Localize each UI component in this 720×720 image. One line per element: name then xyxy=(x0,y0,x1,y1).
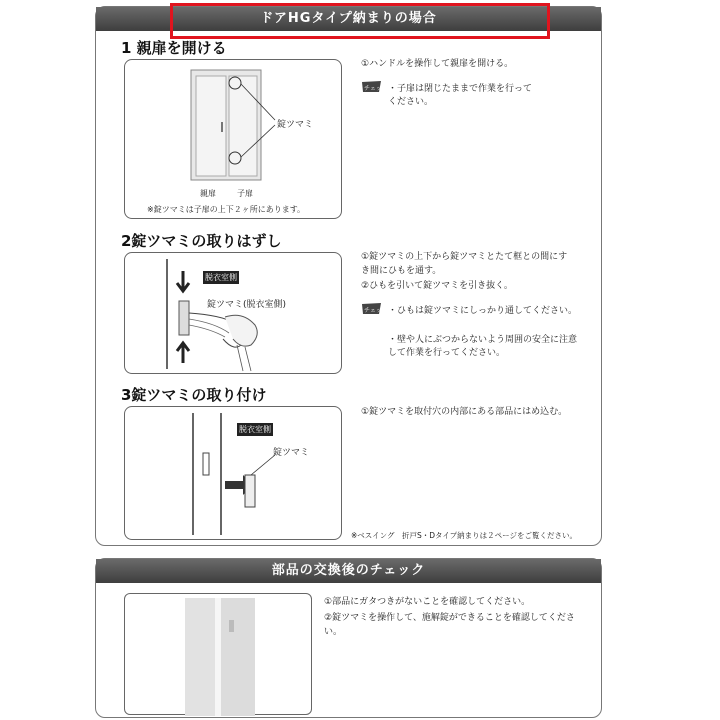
section1-step1: ①ハンドルを操作して親扉を開ける。 xyxy=(361,59,514,69)
section2-step2: ②ひもを引いて錠ツマミを引き抜く。 xyxy=(361,281,513,291)
check-icon xyxy=(361,301,391,315)
knob-label: 錠ツマミ xyxy=(277,120,314,130)
section1-check1: ・子扉は閉じたままで作業を行ってください。 xyxy=(388,84,533,107)
section2-figure xyxy=(124,252,342,374)
section1-figure xyxy=(124,59,342,219)
panel-header: ドアHGタイプ納まりの場合 xyxy=(96,7,601,31)
section2-step1: ①錠ツマミの上下から錠ツマミとたて框との間にすき間にひもを通す。 xyxy=(361,252,568,276)
check-icon xyxy=(361,79,391,93)
section2-title: 2錠ツマミの取りはずし xyxy=(121,232,282,250)
section3-footnote: ※ベスイング 折戸S・Dタイプ納まりは２ページをご覧ください。 xyxy=(351,531,577,540)
svg-text:チェック!: チェック! xyxy=(364,85,391,92)
check-panel xyxy=(95,558,602,718)
section3-figure xyxy=(124,406,342,540)
section3-knob-label: 錠ツマミ xyxy=(273,448,310,458)
closed-doors-photo xyxy=(125,594,313,716)
section2-check1: ・ひもは錠ツマミにしっかり通してください。 xyxy=(388,306,578,316)
svg-text:チェック!: チェック! xyxy=(364,307,391,314)
check-item2: ②錠ツマミを操作して、施解錠ができることを確認してください。 xyxy=(324,613,575,637)
title-highlight-frame xyxy=(170,3,550,39)
sub-door-label: 子扉 xyxy=(237,189,253,198)
check-item1: ①部品にガタつきがないことを確認してください。 xyxy=(324,597,531,607)
door-illustration xyxy=(125,60,343,220)
section2-knob-label: 錠ツマミ(脱衣室側) xyxy=(207,300,287,310)
check-figure xyxy=(124,593,312,715)
section3-step1: ①錠ツマミを取付穴の内部にある部品にはめ込む。 xyxy=(361,407,568,417)
section1-title: 1 親扉を開ける xyxy=(121,39,227,57)
section2-check2: ・壁や人にぶつからないよう周囲の安全に注意して作業を行ってください。 xyxy=(388,335,578,358)
main-panel xyxy=(95,6,602,546)
section2-tag: 脱衣室側 xyxy=(205,273,237,282)
section3-tag: 脱衣室側 xyxy=(239,425,271,434)
section1-fig-note: ※錠ツマミは子扉の上下２ヶ所にあります。 xyxy=(147,205,306,214)
main-door-label: 親扉 xyxy=(200,189,216,198)
section3-title: 3錠ツマミの取り付け xyxy=(121,386,267,404)
check-panel-header: 部品の交換後のチェック xyxy=(96,559,601,583)
knob-install-illustration xyxy=(125,407,343,541)
